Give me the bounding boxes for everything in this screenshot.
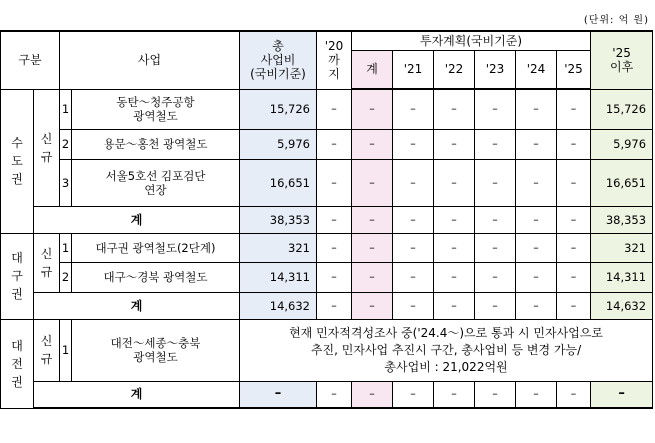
note-line: 총사업비 : 21,022억원 xyxy=(384,359,508,374)
dash-cell: – xyxy=(317,206,352,233)
region-char: 대 xyxy=(11,251,23,265)
unit-label: (단위: 억 원) xyxy=(583,15,649,26)
region-char: 권 xyxy=(11,287,23,301)
type-char: 신 xyxy=(40,131,53,146)
type-char: 신 xyxy=(40,334,53,348)
subtotal-after-2025: 38,353 xyxy=(591,206,653,233)
header-total-line2: 사업비 xyxy=(260,53,296,68)
project-name-line: 대구～경북 광역철도 xyxy=(103,270,208,284)
dash-cell: – xyxy=(516,292,557,319)
header-2020-line2: 까 xyxy=(328,53,340,68)
project-name-line: 광역철도 xyxy=(133,109,178,123)
project-name-line: 대전～세종～충북 xyxy=(110,336,201,350)
region-char: 전 xyxy=(11,356,23,371)
dash-cell: – xyxy=(393,129,434,159)
dash-cell: – xyxy=(475,89,516,129)
dash-cell: – xyxy=(434,129,475,159)
project-name xyxy=(72,319,240,381)
dash-cell: – xyxy=(557,233,591,262)
dash-cell: – xyxy=(317,233,352,262)
header-after-line1: '25 xyxy=(612,46,631,61)
dash-cell: – xyxy=(557,262,591,292)
note-line: 추진, 민자사업 추진시 구간, 총사업비 등 변경 가능/ xyxy=(310,342,582,357)
total-cost-value: 14,311 xyxy=(240,262,317,292)
dash-cell: – xyxy=(516,159,557,206)
header-after-2025 xyxy=(591,31,653,89)
dash-cell: – xyxy=(434,292,475,319)
total-cost-value: 15,726 xyxy=(240,89,317,129)
dash-cell: – xyxy=(475,381,516,408)
after-2025-value: 16,651 xyxy=(591,159,653,206)
dash-cell: – xyxy=(352,262,393,292)
dash-cell: – xyxy=(557,89,591,129)
dash-cell: – xyxy=(317,159,352,206)
dash-cell: – xyxy=(317,262,352,292)
dash-cell: – xyxy=(434,262,475,292)
region-char: 권 xyxy=(11,172,23,186)
project-name-line: 대구권 광역철도(2단계) xyxy=(95,240,216,255)
header-after-line2: 이후 xyxy=(609,60,634,75)
header-2020-line3: 지 xyxy=(328,67,340,82)
header-project: 사업 xyxy=(60,31,240,89)
dash-cell: – xyxy=(317,89,352,129)
dash-cell: – xyxy=(352,89,393,129)
header-total-line1: 총 xyxy=(272,39,284,54)
dash-cell: – xyxy=(434,89,475,129)
region-char: 구 xyxy=(11,269,23,283)
dash-cell: – xyxy=(352,381,393,408)
type-cell xyxy=(34,319,60,381)
project-name-line: 광역철도 xyxy=(133,350,178,364)
project-name xyxy=(72,89,240,129)
dash-cell: – xyxy=(434,381,475,408)
dash-cell: – xyxy=(475,292,516,319)
region-cell xyxy=(1,319,34,408)
dash-cell: – xyxy=(434,206,475,233)
project-name xyxy=(72,159,240,206)
dash-cell: – xyxy=(393,206,434,233)
note-cell xyxy=(240,319,653,381)
header-2023: '23 xyxy=(475,50,516,89)
row-number: 1 xyxy=(60,89,72,129)
header-plan-sum: 계 xyxy=(352,50,393,89)
subtotal-label: 계 xyxy=(34,206,240,233)
total-cost-value: 321 xyxy=(240,233,317,262)
after-2025-value: 15,726 xyxy=(591,89,653,129)
total-cost-value: 16,651 xyxy=(240,159,317,206)
table-row xyxy=(1,262,653,292)
dash-cell: – xyxy=(317,292,352,319)
dash-cell: – xyxy=(475,206,516,233)
project-name xyxy=(72,233,240,262)
table-row xyxy=(1,129,653,159)
subtotal-total-cost: 14,632 xyxy=(240,292,317,319)
dash-cell: – xyxy=(516,233,557,262)
subtotal-after-2025: – xyxy=(591,381,653,408)
region-char: 대 xyxy=(11,338,23,353)
table-row xyxy=(1,89,653,129)
table-row xyxy=(1,159,653,206)
subtotal-total-cost: 38,353 xyxy=(240,206,317,233)
header-2020-line1: '20 xyxy=(324,39,344,54)
dash-cell: – xyxy=(516,129,557,159)
after-2025-value: 14,311 xyxy=(591,262,653,292)
header-2025: '25 xyxy=(557,50,591,89)
dash-cell: – xyxy=(516,89,557,129)
project-name-line: 용문～홍천 광역철도 xyxy=(103,137,208,151)
dash-cell: – xyxy=(434,233,475,262)
subtotal-row xyxy=(1,381,653,408)
header-total-line3: (국비기준) xyxy=(250,67,306,82)
dash-cell: – xyxy=(516,381,557,408)
project-name xyxy=(72,262,240,292)
header-plan-group: 투자계획(국비기준) xyxy=(352,31,591,50)
dash-cell: – xyxy=(475,129,516,159)
dash-cell: – xyxy=(475,262,516,292)
dash-cell: – xyxy=(393,292,434,319)
project-name-line: 동탄～청주공항 xyxy=(116,95,195,109)
region-char: 수 xyxy=(11,136,23,150)
row-number: 1 xyxy=(60,233,72,262)
subtotal-label: 계 xyxy=(34,292,240,319)
project-name-line: 서울5호선 김포검단 xyxy=(105,168,206,183)
dash-cell: – xyxy=(393,89,434,129)
project-name-line: 연장 xyxy=(144,182,167,197)
dash-cell: – xyxy=(352,159,393,206)
region-cell xyxy=(1,233,34,319)
dash-cell: – xyxy=(557,381,591,408)
dash-cell: – xyxy=(393,381,434,408)
header-2020 xyxy=(317,31,352,89)
dash-cell: – xyxy=(557,206,591,233)
total-cost-value: 5,976 xyxy=(240,129,317,159)
dash-cell: – xyxy=(352,233,393,262)
type-cell xyxy=(34,89,60,206)
dash-cell: – xyxy=(393,262,434,292)
note-line: 현재 민자적격성조사 중('24.4～)으로 통과 시 민자사업으로 xyxy=(289,325,603,340)
row-number: 1 xyxy=(60,319,72,381)
dash-cell: – xyxy=(475,233,516,262)
subtotal-row xyxy=(1,292,653,319)
header-2021: '21 xyxy=(393,50,434,89)
dash-cell: – xyxy=(317,129,352,159)
dash-cell: – xyxy=(557,159,591,206)
dash-cell: – xyxy=(516,206,557,233)
type-char: 규 xyxy=(40,352,53,366)
dash-cell: – xyxy=(557,292,591,319)
region-cell xyxy=(1,89,34,233)
investment-plan-table xyxy=(0,30,653,409)
dash-cell: – xyxy=(317,381,352,408)
region-char: 권 xyxy=(11,374,23,389)
subtotal-label: 계 xyxy=(34,381,240,408)
dash-cell: – xyxy=(352,206,393,233)
project-name xyxy=(72,129,240,159)
dash-cell: – xyxy=(352,292,393,319)
type-char: 신 xyxy=(40,246,53,261)
type-cell xyxy=(34,233,60,292)
table-row xyxy=(1,233,653,262)
dash-cell: – xyxy=(475,159,516,206)
dash-cell: – xyxy=(393,233,434,262)
row-number: 2 xyxy=(60,262,72,292)
table-row xyxy=(1,319,653,381)
header-total-cost xyxy=(240,31,317,89)
header-2022: '22 xyxy=(434,50,475,89)
dash-cell: – xyxy=(352,129,393,159)
dash-cell: – xyxy=(516,262,557,292)
type-char: 규 xyxy=(40,264,53,279)
dash-cell: – xyxy=(393,159,434,206)
row-number: 2 xyxy=(60,129,72,159)
after-2025-value: 5,976 xyxy=(591,129,653,159)
type-char: 규 xyxy=(40,149,53,164)
header-2024: '24 xyxy=(516,50,557,89)
after-2025-value: 321 xyxy=(591,233,653,262)
subtotal-after-2025: 14,632 xyxy=(591,292,653,319)
header-category: 구분 xyxy=(1,31,60,89)
subtotal-row xyxy=(1,206,653,233)
row-number: 3 xyxy=(60,159,72,206)
region-char: 도 xyxy=(11,154,23,168)
dash-cell: – xyxy=(557,129,591,159)
subtotal-total-cost: – xyxy=(240,381,317,408)
dash-cell: – xyxy=(434,159,475,206)
